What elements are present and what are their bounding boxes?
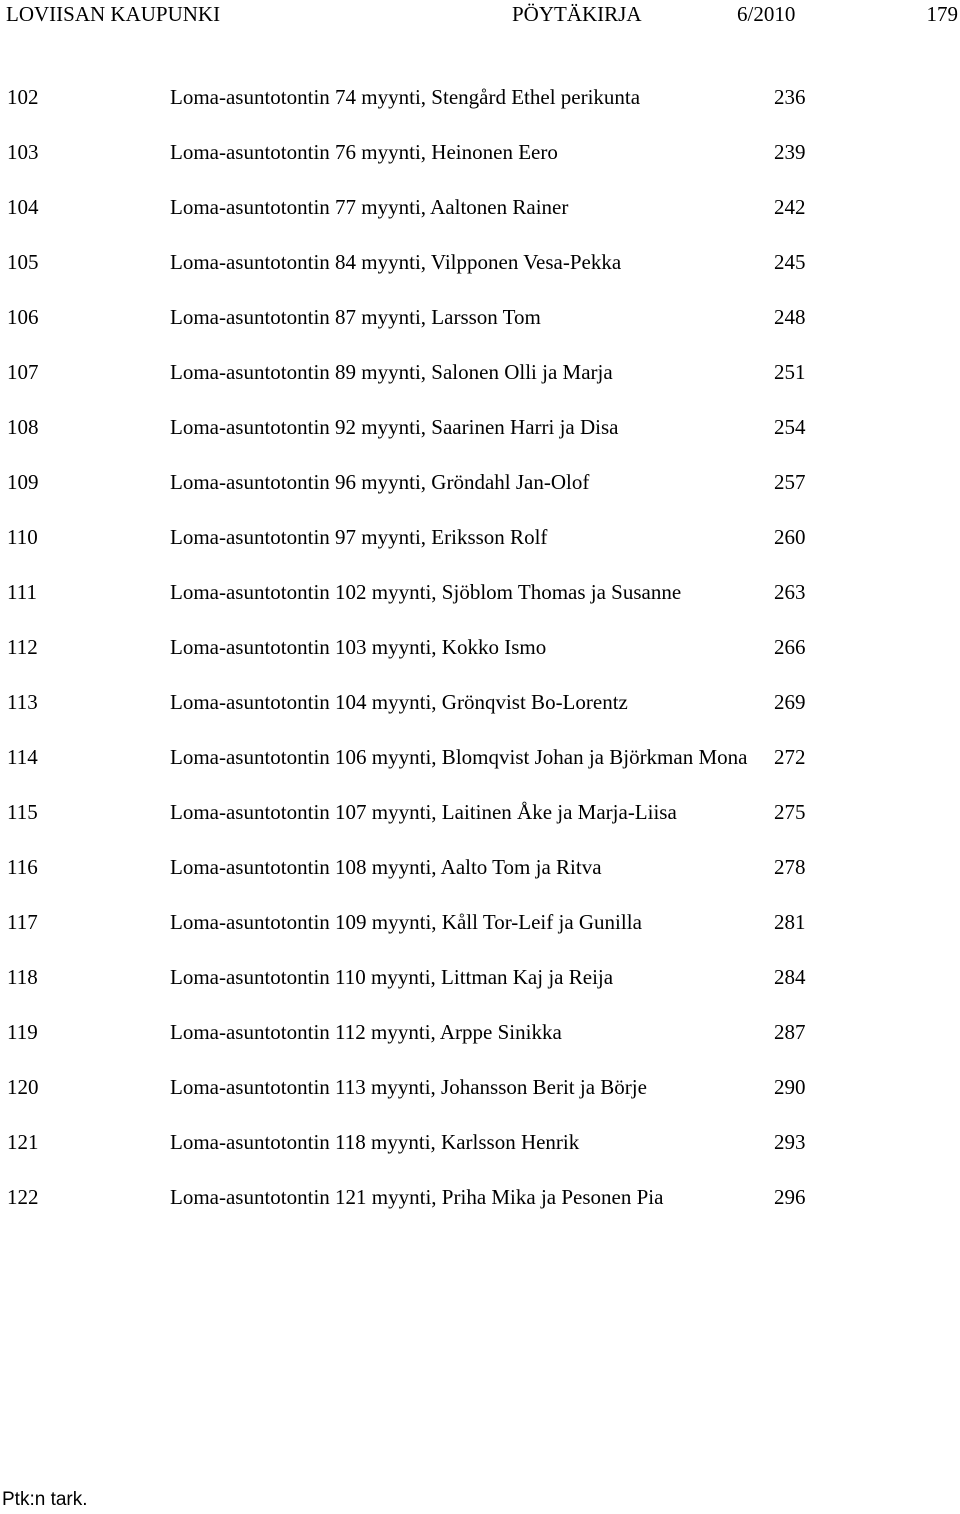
item-title: Loma-asuntotontin 96 myynti, Gröndahl Jan-Olof [170,470,590,494]
footer-note: Ptk:n tark. [2,1489,88,1510]
item-page-reference: 269 [774,690,806,714]
item-title: Loma-asuntotontin 121 myynti, Priha Mika ja Pesonen Pia [170,1185,664,1209]
item-number: 116 [7,855,38,879]
item-number: 104 [7,195,39,219]
item-title: Loma-asuntotontin 110 myynti, Littman Kaj ja Reija [170,965,614,989]
item-number: 106 [7,305,39,329]
index-row [0,84,960,111]
item-number: 103 [7,140,39,164]
item-page-reference: 251 [774,360,806,384]
item-page-reference: 266 [774,635,806,659]
item-page-reference: 248 [774,305,806,329]
item-page-reference: 293 [774,1130,806,1154]
item-number: 120 [7,1075,39,1099]
item-page-reference: 260 [774,525,806,549]
index-row [0,194,960,221]
item-title: Loma-asuntotontin 118 myynti, Karlsson Henrik [170,1130,580,1154]
item-title: Loma-asuntotontin 103 myynti, Kokko Ismo [170,635,547,659]
item-number: 121 [7,1130,39,1154]
item-number: 117 [7,910,38,934]
item-page-reference: 245 [774,250,806,274]
document-type: PÖYTÄKIRJA [512,2,642,26]
item-title: Loma-asuntotontin 104 myynti, Grönqvist Bo-Lorentz [170,690,628,714]
item-number: 102 [7,85,39,109]
index-row [0,1184,960,1211]
item-title: Loma-asuntotontin 102 myynti, Sjöblom Thomas ja Susanne [170,580,682,604]
item-number: 112 [7,635,38,659]
index-row [0,909,960,936]
item-page-reference: 239 [774,140,806,164]
item-title: Loma-asuntotontin 89 myynti, Salonen Olli ja Marja [170,360,613,384]
item-title: Loma-asuntotontin 77 myynti, Aaltonen Rainer [170,195,569,219]
item-number: 119 [7,1020,38,1044]
item-number: 111 [7,580,37,604]
index-row [0,634,960,661]
item-page-reference: 284 [774,965,806,989]
index-row [0,304,960,331]
item-number: 108 [7,415,39,439]
page-header [0,2,960,28]
index-row [0,799,960,826]
index-row [0,524,960,551]
item-title: Loma-asuntotontin 97 myynti, Eriksson Rolf [170,525,548,549]
item-page-reference: 263 [774,580,806,604]
index-row [0,359,960,386]
index-row [0,1129,960,1156]
item-number: 110 [7,525,38,549]
item-title: Loma-asuntotontin 87 myynti, Larsson Tom [170,305,541,329]
item-title: Loma-asuntotontin 109 myynti, Kåll Tor-Leif ja Gunilla [170,910,642,934]
page-number: 179 [926,2,958,26]
item-page-reference: 296 [774,1185,806,1209]
item-title: Loma-asuntotontin 84 myynti, Vilpponen Vesa-Pekka [170,250,622,274]
item-number: 118 [7,965,38,989]
index-row [0,1019,960,1046]
item-page-reference: 254 [774,415,806,439]
item-number: 115 [7,800,38,824]
item-title: Loma-asuntotontin 106 myynti, Blomqvist Johan ja Björkman Mona [170,745,748,769]
index-row [0,249,960,276]
index-row [0,1074,960,1101]
item-page-reference: 275 [774,800,806,824]
item-title: Loma-asuntotontin 108 myynti, Aalto Tom ja Ritva [170,855,602,879]
item-page-reference: 278 [774,855,806,879]
item-number: 122 [7,1185,39,1209]
item-page-reference: 281 [774,910,806,934]
item-page-reference: 290 [774,1075,806,1099]
item-number: 107 [7,360,39,384]
index-row [0,414,960,441]
index-row [0,689,960,716]
index-row [0,854,960,881]
item-number: 105 [7,250,39,274]
item-title: Loma-asuntotontin 112 myynti, Arppe Sinikka [170,1020,562,1044]
index-row [0,579,960,606]
item-page-reference: 257 [774,470,806,494]
agenda-index [0,84,960,1239]
item-page-reference: 236 [774,85,806,109]
organization-name: LOVIISAN KAUPUNKI [6,2,221,26]
item-title: Loma-asuntotontin 76 myynti, Heinonen Eero [170,140,558,164]
item-title: Loma-asuntotontin 74 myynti, Stengård Ethel perikunta [170,85,641,109]
index-row [0,139,960,166]
item-page-reference: 242 [774,195,806,219]
issue-number: 6/2010 [737,2,796,26]
item-number: 113 [7,690,38,714]
index-row [0,469,960,496]
item-title: Loma-asuntotontin 107 myynti, Laitinen Åke ja Marja-Liisa [170,800,677,824]
index-row [0,964,960,991]
item-title: Loma-asuntotontin 113 myynti, Johansson Berit ja Börje [170,1075,647,1099]
item-title: Loma-asuntotontin 92 myynti, Saarinen Harri ja Disa [170,415,619,439]
item-number: 114 [7,745,38,769]
item-page-reference: 287 [774,1020,806,1044]
item-number: 109 [7,470,39,494]
item-page-reference: 272 [774,745,806,769]
index-row [0,744,960,771]
